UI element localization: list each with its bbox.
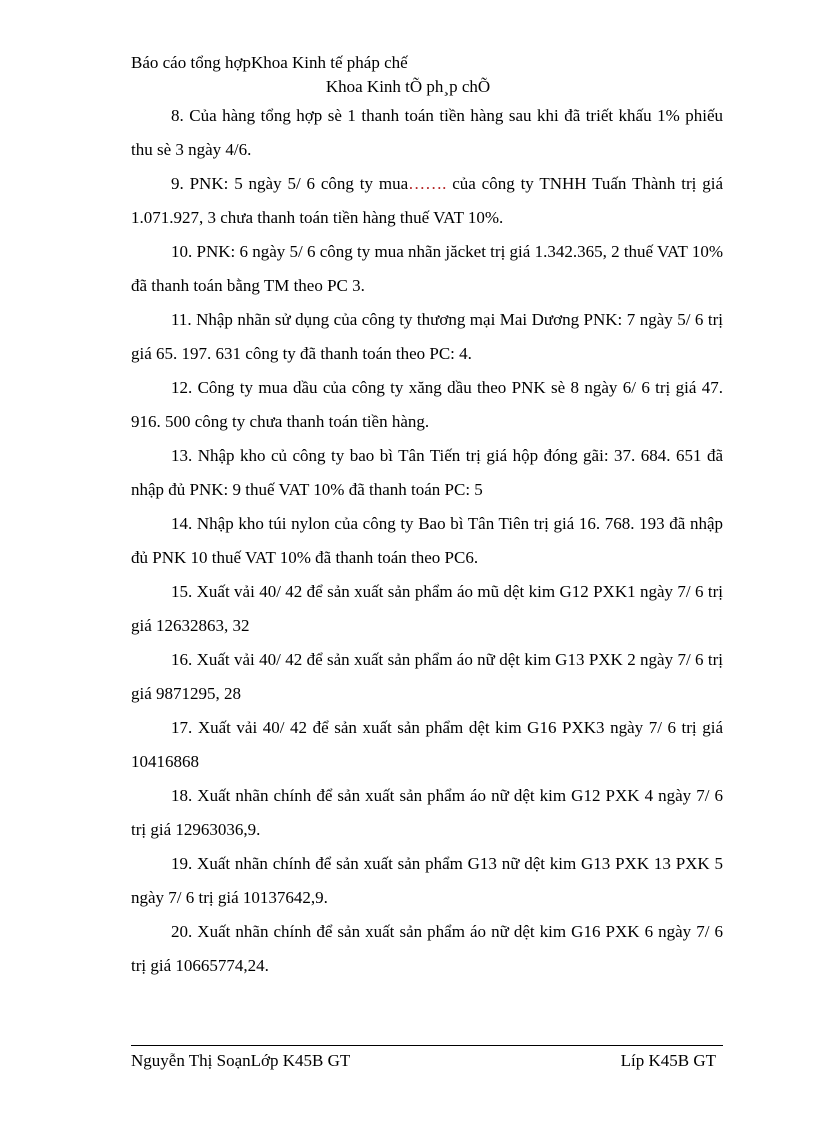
paragraph-13: 13. Nhập kho củ công ty bao bì Tân Tiến trị giá hộp đóng gãi: 37. 684. 651 đã nhập đủ PNK: 9 thuế VAT 10% đã thanh toán PC: 5 bbox=[131, 446, 723, 499]
paragraph-17: 17. Xuất vải 40/ 42 để sản xuất sản phẩm dệt kim G16 PXK3 ngày 7/ 6 trị giá 10416868 bbox=[131, 718, 723, 771]
running-header-center: Khoa Kinh tÕ ph¸p chÕ bbox=[325, 77, 491, 96]
paragraph-11: 11. Nhập nhãn sử dụng của công ty thương mại Mai Dương PNK: 7 ngày 5/ 6 trị giá 65. 197. 631 công ty đã thanh toán theo PC: 4. bbox=[131, 310, 723, 363]
paragraph-16: 16. Xuất vải 40/ 42 để sản xuất sản phẩm áo nữ dệt kim G13 PXK 2 ngày 7/ 6 trị giá 9871295, 28 bbox=[131, 650, 723, 703]
paragraph-9-end: của công ty TNHH Tuấn Thành trị giá 1.071.927, 3 chưa thanh toán tiền hàng thuế VAT 10%. bbox=[131, 174, 723, 227]
paragraph-18: 18. Xuất nhãn chính để sản xuất sản phẩm áo nữ dệt kim G12 PXK 4 ngày 7/ 6 trị giá 12963036,9. bbox=[131, 786, 723, 839]
paragraph-9 bbox=[131, 167, 723, 235]
paragraph-12: 12. Công ty mua dầu của công ty xăng dầu theo PNK sè 8 ngày 6/ 6 trị giá 47. 916. 500 công ty chưa thanh toán tiền hàng. bbox=[131, 378, 723, 431]
footer-author: Nguyễn Thị SoạnLớp K45B GT bbox=[131, 1051, 351, 1070]
ellipsis-placeholder: ……. bbox=[408, 174, 447, 193]
running-header: Báo cáo tổng hợpKhoa Kinh tế pháp chế bbox=[131, 53, 408, 72]
paragraph-14: 14. Nhập kho túi nylon của công ty Bao bì Tân Tiên trị giá 16. 768. 193 đã nhập đủ PNK 10 thuế VAT 10% đã thanh toán theo PC6. bbox=[131, 514, 723, 567]
document-body bbox=[131, 99, 723, 983]
paragraph-8: 8. Của hàng tổng hợp sè 1 thanh toán tiền hàng sau khi đã triết khấu 1% phiếu thu sè 3 ngày 4/6. bbox=[131, 106, 723, 159]
footer-class: Líp K45B GT bbox=[620, 1051, 716, 1070]
paragraph-20: 20. Xuất nhãn chính để sản xuất sản phẩm áo nữ dệt kim G16 PXK 6 ngày 7/ 6 trị giá 10665774,24. bbox=[131, 922, 723, 975]
paragraph-9-start: 9. PNK: 5 ngày 5/ 6 công ty mua bbox=[171, 174, 409, 193]
paragraph-10: 10. PNK: 6 ngày 5/ 6 công ty mua nhãn jăcket trị giá 1.342.365, 2 thuế VAT 10% đã thanh toán bằng TM theo PC 3. bbox=[131, 242, 723, 295]
paragraph-15: 15. Xuất vải 40/ 42 để sản xuất sản phẩm áo mũ dệt kim G12 PXK1 ngày 7/ 6 trị giá 12632863, 32 bbox=[131, 582, 723, 635]
footer-divider bbox=[131, 1045, 723, 1046]
paragraph-19: 19. Xuất nhãn chính để sản xuất sản phẩm G13 nữ dệt kim G13 PXK 13 PXK 5 ngày 7/ 6 trị giá 10137642,9. bbox=[131, 854, 723, 907]
